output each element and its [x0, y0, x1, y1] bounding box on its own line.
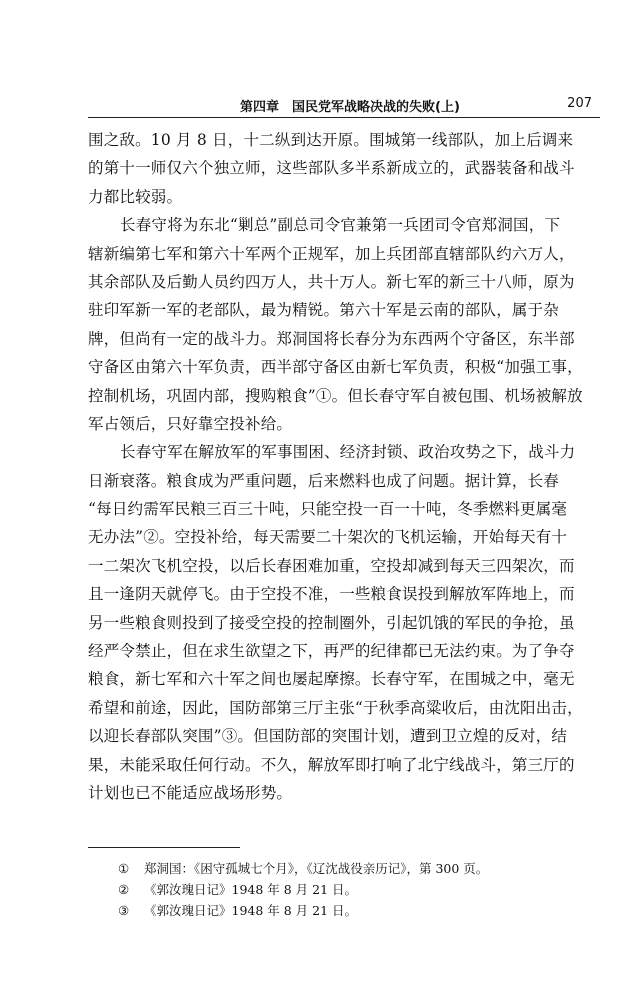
text-line: 无办法”②。空投补给，每天需要二十架次的飞机运输，开始每天有十	[88, 528, 568, 547]
text-line: 守备区由第六十军负责，西半部守备区由新七军负责，积极“加强工事，	[88, 358, 583, 377]
text-line: 牌，但尚有一定的战斗力。郑洞国将长春分为东西两个守备区，东半部	[88, 329, 575, 348]
text-line: 计划也已不能适应战场形势。	[88, 783, 293, 802]
footnote-text: 郑洞国：《困守孤城七个月》，《辽沈战役亲历记》，第 300 页。	[144, 861, 489, 876]
footnote	[118, 900, 608, 921]
text-line: 希望和前途，因此，国防部第三厅主张“于秋季高粱收后，由沈阳出击，	[88, 698, 583, 717]
footnote	[118, 858, 608, 879]
footnote-rule	[88, 847, 240, 848]
text-line: 以迎长春部队突围”③。但国防部的突围计划，遭到卫立煌的反对，结	[88, 727, 568, 746]
footnotes	[118, 858, 608, 921]
text-line: 长春守军在解放军的军事围困、经济封锁、政治攻势之下，战斗力	[120, 443, 576, 462]
body-text	[88, 126, 610, 807]
text-line: 军占领后，只好靠空投补给。	[88, 414, 293, 433]
text-line: 的第十一师仅六个独立师，这些部队多半系新成立的，武器装备和战斗	[88, 159, 575, 178]
footnote-marker: ③	[118, 903, 130, 918]
footnote-text: 《郭汝瑰日记》1948 年 8 月 21 日。	[144, 903, 358, 918]
running-header	[88, 94, 600, 116]
footnote-marker: ①	[118, 861, 130, 876]
page-number: 207	[567, 96, 592, 111]
text-line: 一二架次飞机空投，以后长春困难加重，空投却减到每天三四架次，而	[88, 556, 575, 575]
header-rule	[88, 117, 600, 118]
text-line: 驻印军新一军的老部队，最为精锐。第六十军是云南的部队，属于杂	[88, 301, 560, 320]
text-line: 另一些粮食则投到了接受空投的控制圈外，引起饥饿的军民的争抢，虽	[88, 613, 575, 632]
text-line: 日渐衰落。粮食成为严重问题，后来燃料也成了问题。据计算，长春	[88, 471, 560, 490]
text-line: 力都比较弱。	[88, 187, 183, 206]
text-line: 其余部队及后勤人员约四万人，共十万人。新七军的新三十八师，原为	[88, 272, 575, 291]
footnote-text: 《郭汝瑰日记》1948 年 8 月 21 日。	[144, 882, 358, 897]
text-line: 围之敌。10 月 8 日，十二纵到达开原。围城第一线部队，加上后调来	[88, 131, 574, 149]
text-line: 控制机场，巩固内部，搜购粮食”①。但长春守军自被包围、机场被解放	[88, 386, 583, 405]
footnote	[118, 879, 608, 900]
text-line: 经严令禁止，但在求生欲望之下，再严的纪律都已无法约束。为了争夺	[88, 642, 575, 661]
text-line: 果，未能采取任何行动。不久，解放军即打响了北宁线战斗，第三厅的	[88, 755, 575, 774]
text-line: 粮食，新七军和六十军之间也屡起摩擦。长春守军，在围城之中，毫无	[88, 670, 575, 689]
text-line: 长春守将为东北“剿总”副总司令官兼第一兵团司令官郑洞国，下	[120, 216, 561, 235]
text-line: 且一逢阴天就停飞。由于空投不准，一些粮食误投到解放军阵地上，而	[88, 585, 575, 604]
text-line: 辖新编第七军和第六十军两个正规军，加上兵团部直辖部队约六万人，	[88, 244, 575, 263]
text-line: “每日约需军民粮三百三十吨，只能空投一百一十吨，冬季燃料更属毫	[88, 500, 568, 519]
footnote-marker: ②	[118, 882, 130, 897]
chapter-title: 第四章 国民党军战略决战的失败(上)	[240, 100, 460, 115]
